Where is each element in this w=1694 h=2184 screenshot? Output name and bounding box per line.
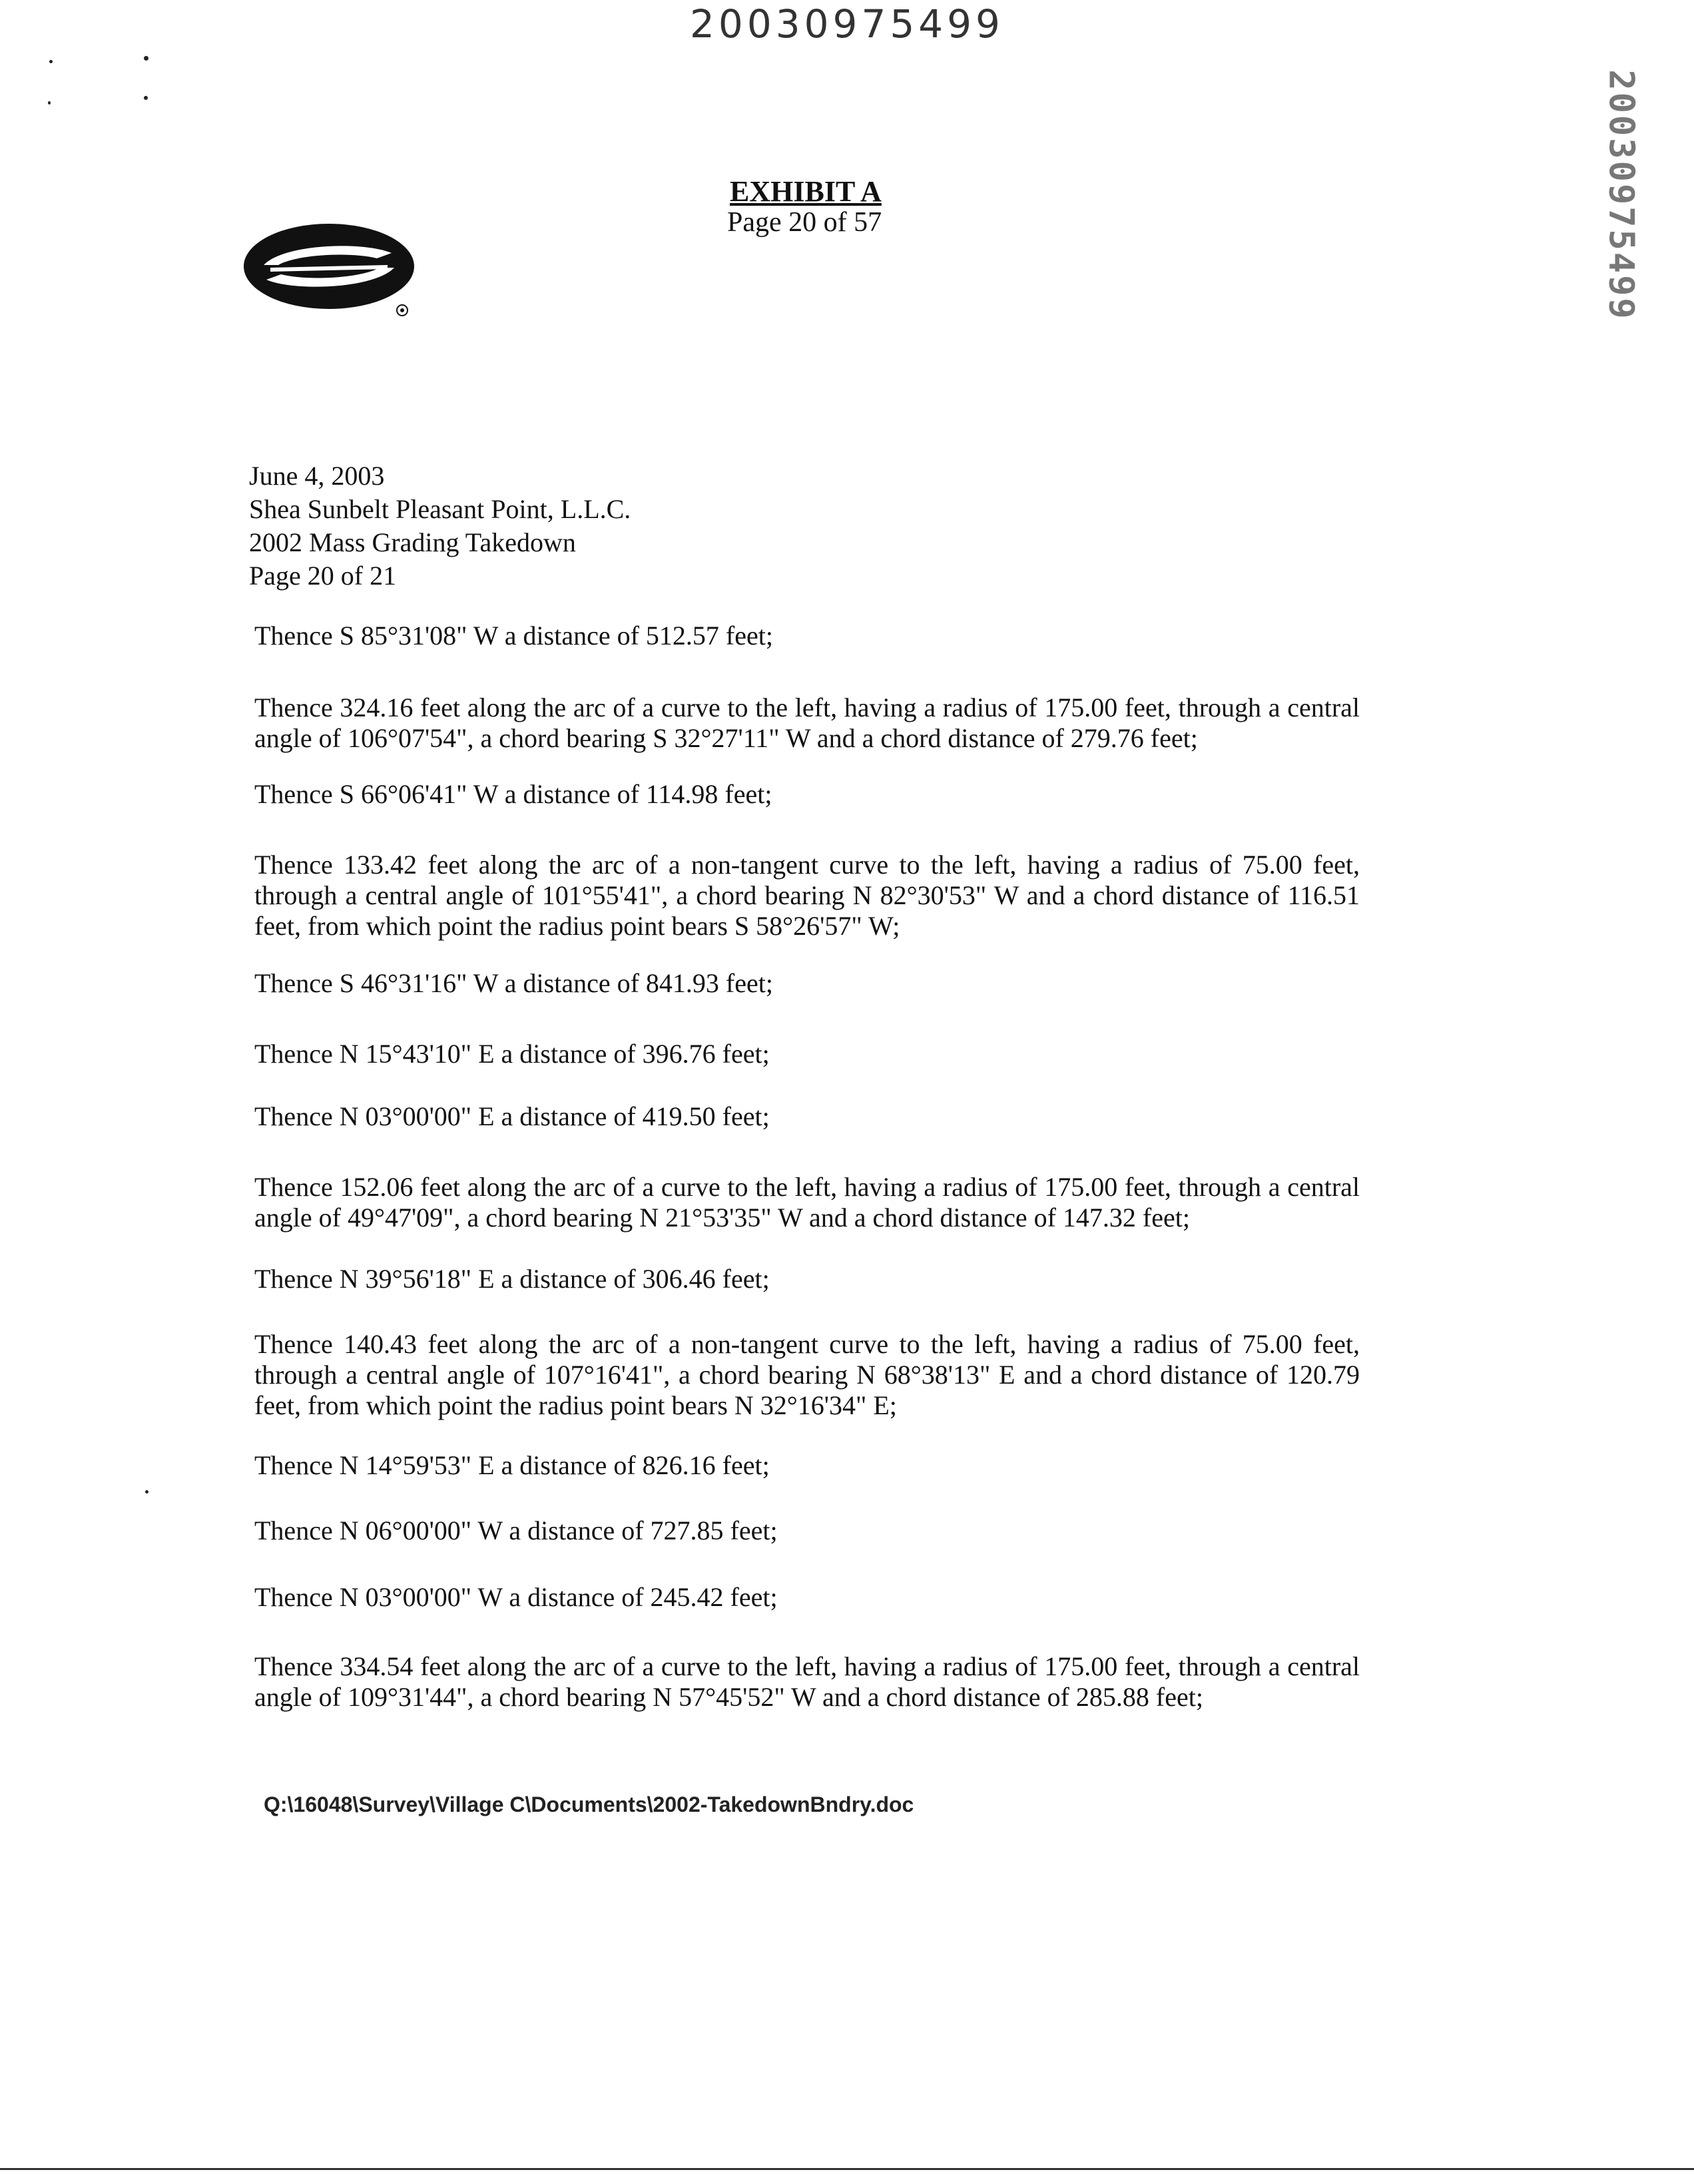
paragraph: Thence S 46°31'16" W a distance of 841.93 feet; — [254, 968, 773, 998]
letter-header — [249, 459, 631, 593]
paragraph: Thence N 39°56'18" E a distance of 306.46 feet; — [254, 1264, 770, 1294]
paragraph: Thence 152.06 feet along the arc of a curve to the left, having a radius of 175.00 feet, through a central angle of 49°47'09", a chord bearing N 21°53'35" W and a chord distance of 147.32 feet; — [254, 1172, 1360, 1232]
exhibit-title: EXHIBIT A — [730, 175, 882, 208]
exhibit-page-number: Page 20 of 57 — [727, 207, 882, 238]
scan-speck — [145, 1490, 148, 1494]
paragraph: Thence 334.54 feet along the arc of a curve to the left, having a radius of 175.00 feet, through a central angle of 109°31'44", a chord bearing N 57°45'52" W and a chord distance of 285.88 feet; — [254, 1651, 1360, 1712]
side-stamp — [1597, 69, 1646, 321]
scan-speck — [144, 96, 148, 100]
document-number: 20030975499 — [690, 1, 1004, 47]
paragraph: Thence N 15°43'10" E a distance of 396.76 feet; — [254, 1039, 770, 1069]
paragraph: Thence 324.16 feet along the arc of a curve to the left, having a radius of 175.00 feet, through a central angle of 106°07'54", a chord bearing S 32°27'11" W and a chord distance of 279.76 feet; — [254, 692, 1360, 753]
side-stamp-text: 20030975499 — [1601, 69, 1641, 321]
paragraph: Thence 133.42 feet along the arc of a non-tangent curve to the left, having a radius of 75.00 feet, through a central angle of 101°55'41", a chord bearing N 82°30'53" W and a chord distance of 116.51 feet, from which point the radius point bears S 58°26'57" W; — [254, 850, 1360, 941]
paragraph: Thence S 85°31'08" W a distance of 512.57 feet; — [254, 621, 773, 651]
scan-speck — [49, 60, 53, 63]
scan-speck — [48, 101, 51, 105]
paragraph: Thence N 03°00'00" W a distance of 245.42 feet; — [254, 1582, 778, 1612]
paragraph: Thence S 66°06'41" W a distance of 114.98 feet; — [254, 779, 772, 809]
footer-file-path: Q:\16048\Survey\Village C\Documents\2002-TakedownBndry.doc — [264, 1792, 914, 1816]
bottom-scan-edge — [0, 2168, 1694, 2170]
paragraph: Thence N 03°00'00" E a distance of 419.50 feet; — [254, 1101, 770, 1131]
shea-s-logo-icon — [244, 224, 424, 317]
scan-speck — [144, 56, 148, 61]
paragraph: Thence 140.43 feet along the arc of a non-tangent curve to the left, having a radius of 75.00 feet, through a central angle of 107°16'41", a chord bearing N 68°38'13" E and a chord distance of 120.79 feet, from which point the radius point bears N 32°16'34" E; — [254, 1329, 1360, 1420]
header-company: Shea Sunbelt Pleasant Point, L.L.C. — [249, 494, 631, 524]
paragraph: Thence N 06°00'00" W a distance of 727.85 feet; — [254, 1515, 778, 1545]
header-page: Page 20 of 21 — [249, 561, 397, 591]
paragraph: Thence N 14°59'53" E a distance of 826.16 feet; — [254, 1450, 770, 1480]
header-project: 2002 Mass Grading Takedown — [249, 527, 576, 557]
header-date: June 4, 2003 — [249, 461, 385, 491]
